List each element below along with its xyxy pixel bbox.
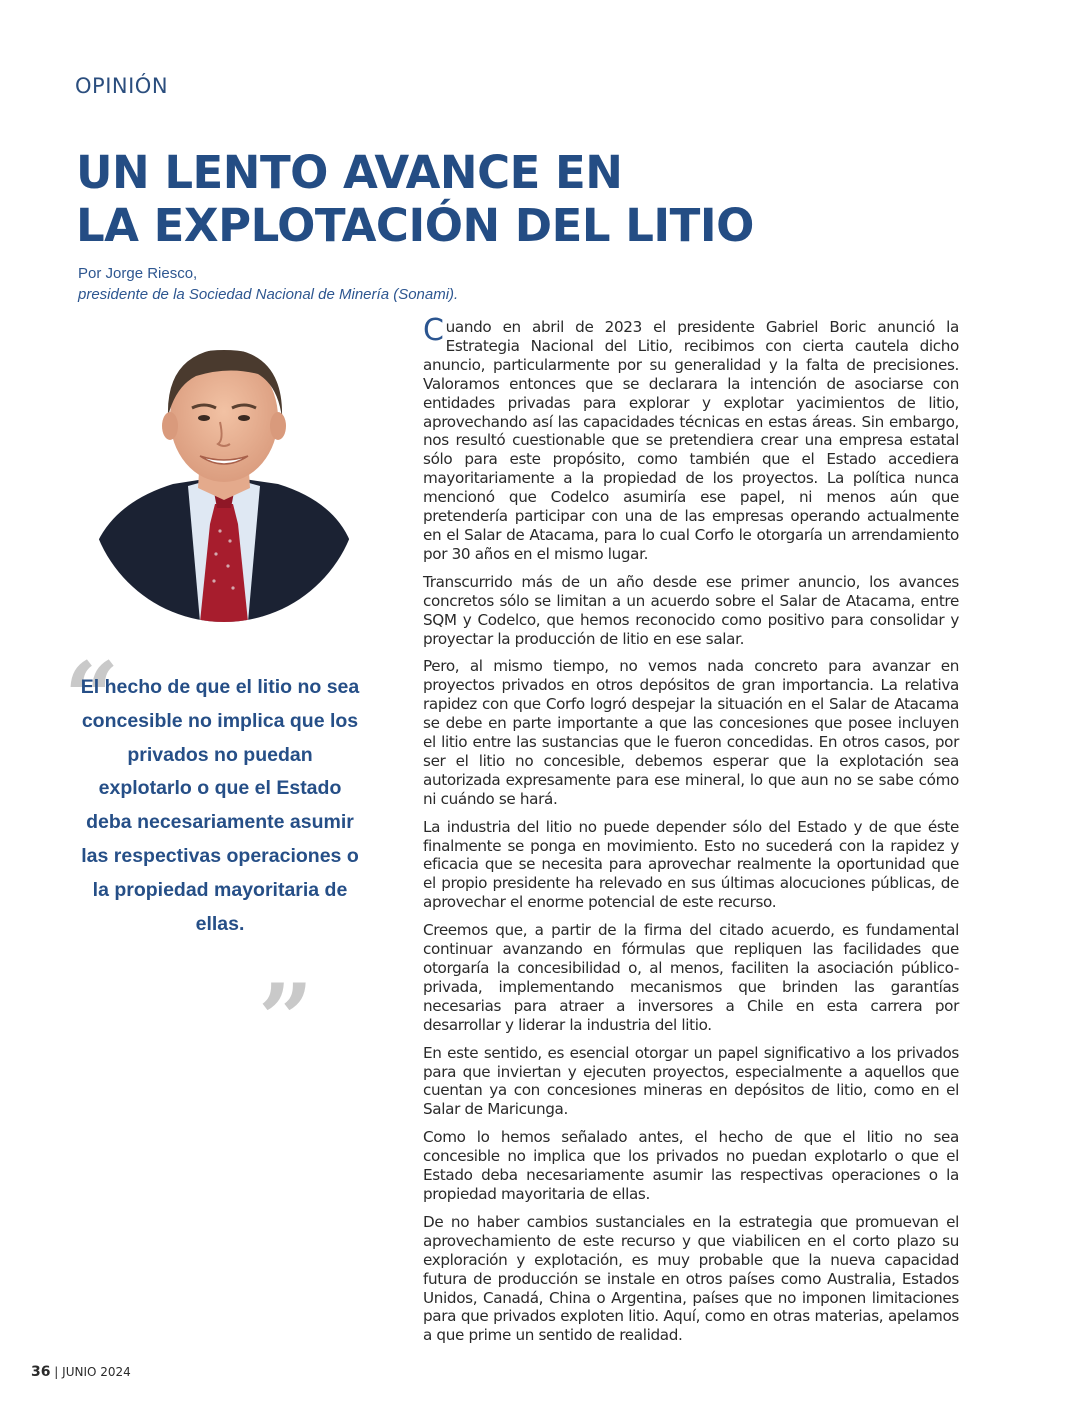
paragraph-6: En este sentido, es esencial otorgar un papel significativo a los privados para que inviertan y ejecuten proyectos, especialmente a aquellos que cuentan ya con concesiones mineras en depósitos de litio, como en el Salar de Maricunga. [423,1043,959,1119]
page-number: 36 [31,1364,51,1380]
pull-quote-text: El hecho de que el litio no sea concesible no implica que los privados no puedan explotarlo o que el Estado deba necesariamente asumir las respectivas operaciones o la propiedad mayoritaria de ellas. [80,676,360,935]
pull-quote [62,641,362,1076]
paragraph-3: Pero, al mismo tiempo, no vemos nada concreto para avanzar en proyectos privados en otros depósitos de gran importancia. La relativa rapidez con que Corfo logró despejar la situación en el Salar de Atacama se debe en parte importante a que las concesiones que posee incluyen el litio entre las sustancias que le fueron concedidas. En otros casos, por ser el litio no concesible, debemos esperar que la explotación sea autorizada expresamente para ese mineral, lo que aun no se sabe cómo ni cuándo se hará. [423,657,959,808]
footer-separator: | [50,1365,63,1379]
headline-line-2: LA EXPLOTACIÓN DEL LITIO [76,199,754,252]
byline [78,263,458,305]
issue-date: JUNIO 2024 [62,1365,131,1379]
byline-role: presidente de la Sociedad Nacional de Minería (Sonami). [78,286,459,303]
open-quote-mark-icon: “ [64,641,120,754]
article-body [423,313,959,1354]
page-footer [31,1364,131,1380]
paragraph-1 [423,313,959,564]
dropcap: C [423,313,444,348]
headline-line-1: UN LENTO AVANCE EN [76,146,623,199]
byline-author: Por Jorge Riesco, [78,265,198,282]
paragraph-7: Como lo hemos señalado antes, el hecho de que el litio no sea concesible no implica que los privados no puedan explotarlo o que el Estado deba necesariamente asumir las respectivas operaciones o la propiedad mayoritaria de ellas. [423,1128,959,1203]
portrait-illustration [88,326,360,622]
paragraph-5: Creemos que, a partir de la firma del citado acuerdo, es fundamental continuar avanzando en fórmulas que repliquen las facilidades que otorgaría la concesibilidad o, al menos, faciliten la asociación público-privada, implementando mecanismos que brinden las garantías necesarias para atraer a inversores a Chile en esta carrera por desarrollar y liderar la industria del litio. [423,921,959,1034]
headline [76,146,976,252]
paragraph-8: De no haber cambios sustanciales en la estrategia que promuevan el aprovechamiento de este recurso y que viabilicen en el corto plazo su exploración y explotación, es muy probable que la nueva capacidad futura de producción se instale en otros países como Australia, Estados Unidos, Canadá, China o Argentina, países que no imponen limitaciones para que privados exploten litio. Aquí, como en otras materias, apelamos a que prime un sentido de realidad. [423,1212,959,1345]
paragraph-1-text: uando en abril de 2023 el presidente Gabriel Boric anunció la Estrategia Nacional del Litio, recibimos con cierta cautela dicho anuncio, particularmente por su generalidad y la falta de precisiones. Valoramos entonces que se declarara la intención de asociarse con entidades privadas para explorar y explotar yacimientos de litio, aprovechando así las capacidades técnicas en estas áreas. Sin embargo, nos resultó cuestionable que se pretendiera crear una empresa estatal sólo para este propósito, como también que el Estado accediera mayoritariamente a la propiedad de los proyectos. La política nunca mencionó que Codelco asumiría ese papel, ni menos aún que pretendería participar con una de las empresas operando actualmente en el Salar de Atacama, para lo cual Corfo le otorgaría un arrendamiento por 30 años en el mismo lugar. [423,318,959,563]
paragraph-2: Transcurrido más de un año desde ese primer anuncio, los avances concretos sólo se limitan a un acuerdo sobre el Salar de Atacama, entre SQM y Codelco, que hemos reconocido como positivo para consolidar y proyectar la producción de litio en ese salar. [423,572,959,648]
section-label: OPINIÓN [75,74,169,98]
close-quote-mark-icon: ” [258,963,314,1076]
paragraph-4: La industria del litio no puede depender sólo del Estado y de que éste finalmente se ponga en movimiento. Esto no sucederá con la rapidez y eficacia que se necesita para aprovechar realmente la oportunidad que el propio presidente ha relevado en sus últimas alocuciones públicas, de aprovechar el enorme potencial de este recurso. [423,817,959,912]
author-portrait-photo [88,326,360,622]
